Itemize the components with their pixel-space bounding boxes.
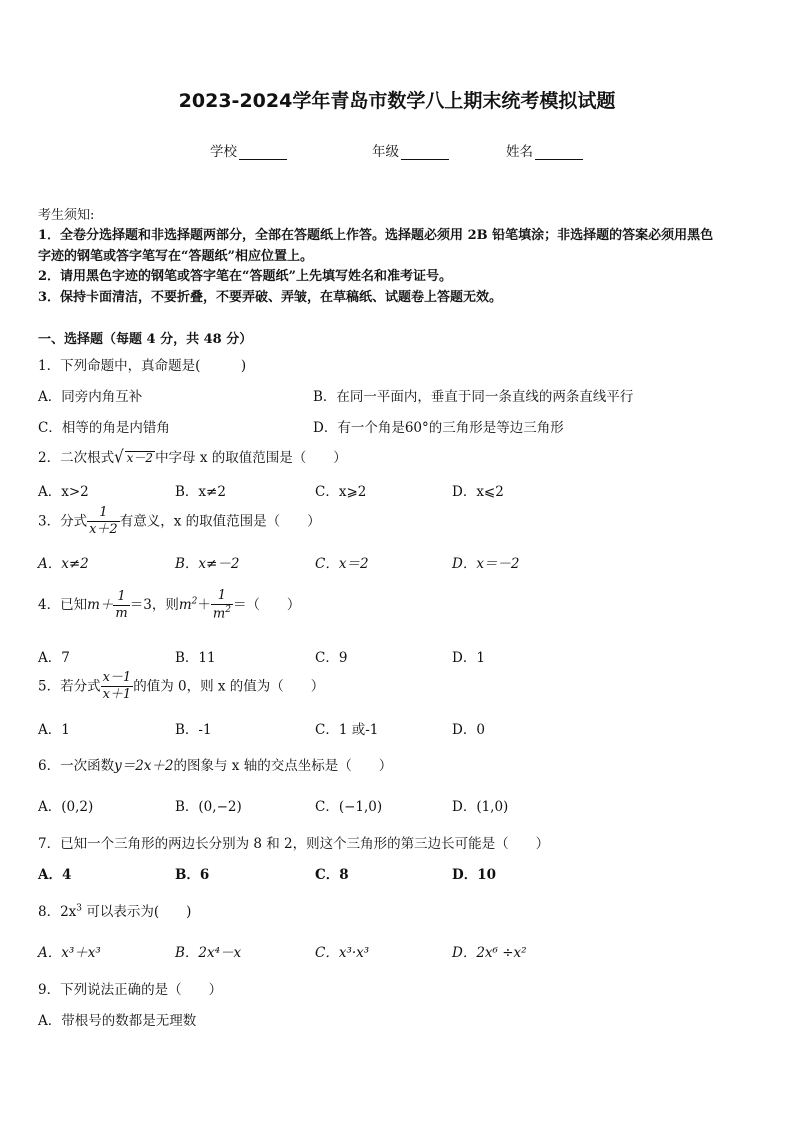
q5-post: 的值为 0，则 x 的值为（ ） (133, 678, 325, 695)
q2-option-d: D．x⩽2 (452, 484, 504, 500)
q7-option-a: A．4 (38, 867, 72, 883)
q4-numerator-1: 1 (117, 588, 126, 604)
q6-option-b: B．(0,−2) (175, 799, 242, 815)
question-1: 1．下列命题中，真命题是( ) (38, 358, 247, 374)
q3-option-d: D．x＝－2 (452, 556, 520, 572)
notice-line: 2．请用黑色字迹的钢笔或答字笔在“答题纸”上先填写姓名和准考证号。 (38, 269, 453, 284)
q4-fraction-2 (211, 588, 233, 623)
q4-numerator-2: 1 (217, 588, 227, 603)
q3-pre: 3．分式 (38, 513, 88, 530)
q4-denominator-2: $m^2$ (212, 605, 231, 622)
q5-option-b: B．-1 (175, 722, 212, 738)
q6-option-d: D．(1,0) (452, 799, 509, 815)
q4-option-c: C．9 (315, 650, 348, 666)
q1-option-d: D．有一个角是60°的三角形是等边三角形 (313, 420, 564, 436)
q2-option-b: B．x≠2 (175, 484, 226, 500)
question-6 (38, 754, 392, 774)
grade-label: 年级 (372, 144, 399, 160)
q4-denominator-1: m (115, 605, 128, 621)
q3-denominator: x＋2 (89, 522, 118, 538)
notice-line: 3．保持卡面清洁，不要折叠，不要弄破、弄皱，在草稿纸、试题卷上答题无效。 (38, 290, 503, 305)
q8-option-b: B．2x⁴－x (175, 945, 242, 961)
q2-post: 中字母 x 的取值范围是（ ） (155, 450, 347, 466)
q5-denominator: x＋1 (102, 687, 132, 703)
q6-function: y＝2x＋2 (114, 758, 174, 774)
q3-numerator: 1 (99, 505, 108, 520)
name-blank (535, 145, 583, 160)
q6-option-c: C．(−1,0) (315, 799, 383, 815)
page-title: 2023-2024学年青岛市数学八上期末统考模拟试题 (178, 90, 616, 112)
q5-fraction (101, 670, 134, 704)
radical-sign: √ (114, 446, 124, 468)
q7-option-c: C．8 (315, 867, 349, 883)
q2-option-c: C．x⩾2 (315, 484, 367, 500)
q8-option-d: D．2x⁶ ÷x² (452, 945, 527, 961)
q4-post: ＝（ ） (232, 596, 301, 613)
q7-option-b: B．6 (175, 867, 210, 883)
q8-post: 可以表示为( ) (82, 904, 192, 920)
q3-post: 有意义，x 的取值范围是（ ） (119, 513, 321, 530)
q5-option-a: A．1 (38, 722, 70, 738)
school-field (210, 140, 287, 160)
q7-option-d: D．10 (452, 867, 496, 883)
notice-heading: 考生须知: (38, 208, 95, 223)
q4-pre: 4．已知 (38, 596, 88, 613)
q4-m: m＋ (87, 596, 114, 613)
q6-option-a: A．(0,2) (38, 799, 94, 815)
question-5 (38, 670, 324, 704)
grade-blank (401, 145, 449, 160)
q1-option-b: B．在同一平面内，垂直于同一条直线的两条直线平行 (313, 389, 634, 405)
q4-m-squared: $m^2$ (178, 596, 198, 613)
q6-post: 的图象与 x 轴的交点坐标是（ ） (173, 758, 393, 774)
question-3 (38, 505, 321, 539)
q3-fraction (87, 505, 120, 539)
q8-option-a: A．x³＋x³ (38, 945, 101, 961)
name-label: 姓名 (506, 144, 533, 160)
question-4 (38, 588, 300, 623)
notice-line: 字迹的钢笔或答字笔写在“答题纸”相应位置上。 (38, 249, 313, 264)
q5-option-c: C．1 或-1 (315, 722, 379, 738)
question-8 (38, 900, 191, 920)
q4-plus: ＋ (197, 596, 211, 613)
q5-numerator: x－1 (102, 670, 132, 685)
school-blank (239, 145, 287, 160)
question-7: 7．已知一个三角形的两边长分别为 8 和 2，则这个三角形的第三边长可能是（ ） (38, 836, 550, 852)
q4-fraction-1 (113, 589, 129, 623)
question-2 (38, 446, 347, 466)
q6-pre: 6．一次函数 (38, 758, 115, 774)
q1-option-a: A．同旁内角互补 (38, 389, 143, 405)
q8-pre: 8．2x (38, 904, 77, 920)
school-label: 学校 (210, 144, 237, 160)
q4-option-d: D．1 (452, 650, 485, 666)
q8-exponent: 3 (76, 903, 83, 914)
q4-option-a: A．7 (38, 650, 70, 666)
q2-radicand: x－2 (126, 451, 154, 465)
q5-pre: 5．若分式 (38, 678, 101, 695)
notice-line: 1．全卷分选择题和非选择题两部分，全部在答题纸上作答。选择题必须用 2B 铅笔填涂；非选择题的答案必须用黑色 (38, 228, 714, 243)
question-9: 9．下列说法正确的是（ ） (38, 982, 223, 998)
section-heading: 一、选择题（每题 4 分，共 48 分） (38, 332, 253, 347)
q2-pre: 2．二次根式 (38, 450, 115, 466)
q1-option-c: C．相等的角是内错角 (38, 420, 170, 436)
q4-eq: ＝3，则 (129, 596, 179, 613)
q3-option-a: A．x≠2 (38, 556, 89, 572)
grade-field (372, 140, 449, 160)
q9-option-a: A．带根号的数都是无理数 (38, 1013, 197, 1029)
name-field (506, 140, 583, 160)
q3-option-c: C．x＝2 (315, 556, 369, 572)
q2-option-a: A．x>2 (38, 484, 89, 500)
q8-option-c: C．x³·x³ (315, 945, 370, 961)
q4-option-b: B．11 (175, 650, 216, 666)
q3-option-b: B．x≠－2 (175, 556, 240, 572)
q5-option-d: D．0 (452, 722, 485, 738)
